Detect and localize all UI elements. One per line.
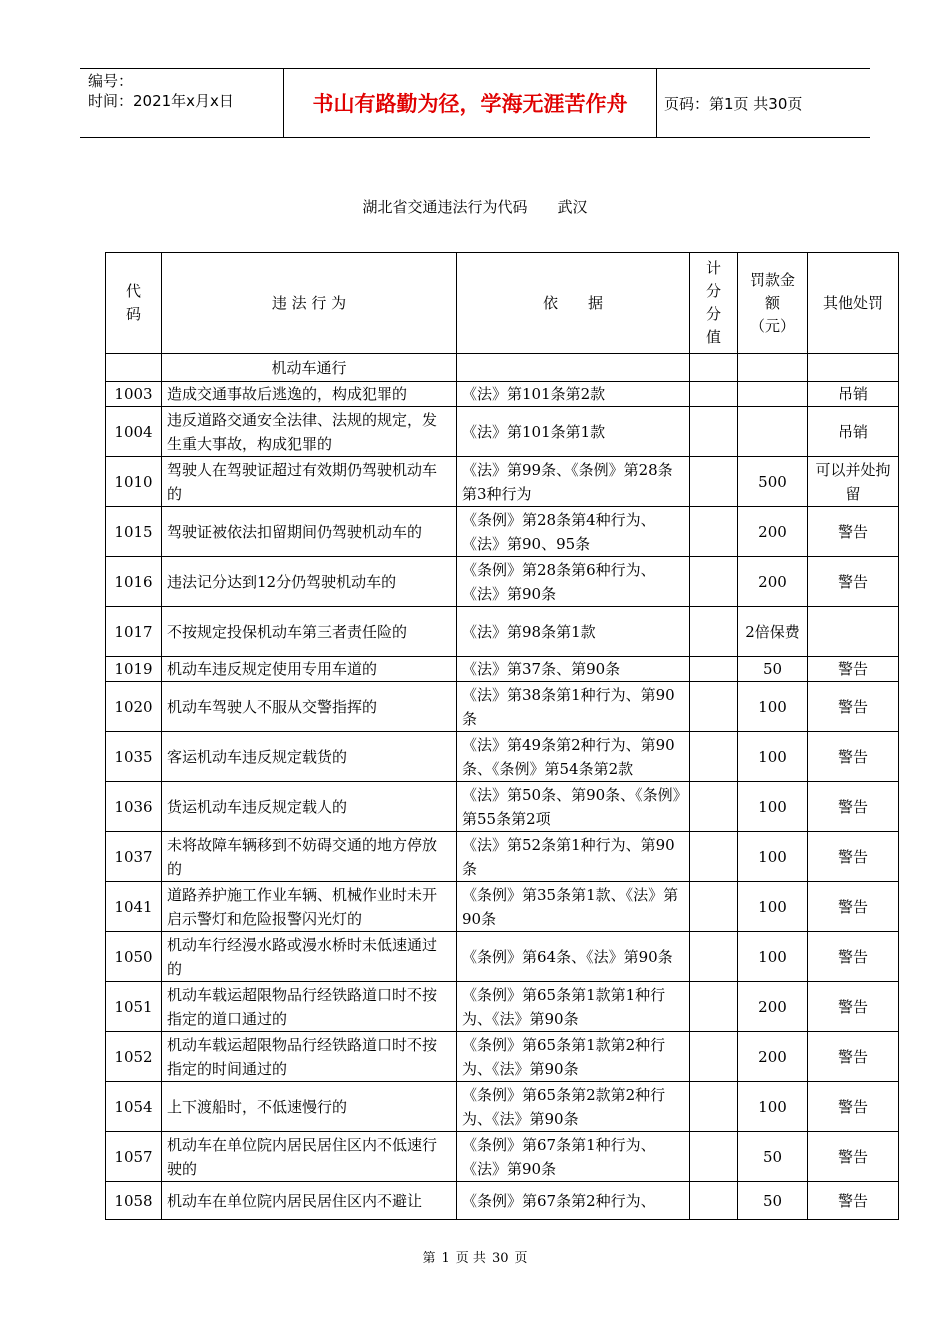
cell-code: 1058 bbox=[106, 1182, 162, 1220]
cell-basis: 《条例》第65条第1款第2种行为、《法》第90条 bbox=[457, 1032, 690, 1082]
cell-fine: 50 bbox=[738, 1182, 808, 1220]
header-fine bbox=[738, 253, 808, 354]
cell-fine: 2倍保费 bbox=[738, 607, 808, 657]
cell-code: 1050 bbox=[106, 932, 162, 982]
header-points-line: 值 bbox=[705, 328, 721, 346]
cell-behavior: 机动车违反规定使用专用车道的 bbox=[162, 657, 457, 682]
cell-code: 1016 bbox=[106, 557, 162, 607]
cell-fine: 200 bbox=[738, 507, 808, 557]
header-other: 其他处罚 bbox=[808, 253, 899, 354]
cell-other: 警告 bbox=[808, 932, 899, 982]
cell-code: 1035 bbox=[106, 732, 162, 782]
cell-basis: 《法》第101条第2款 bbox=[457, 382, 690, 407]
table-row bbox=[106, 457, 899, 507]
cell-other: 警告 bbox=[808, 782, 899, 832]
cell-code: 1004 bbox=[106, 407, 162, 457]
cell-fine: 200 bbox=[738, 557, 808, 607]
table-row bbox=[106, 507, 899, 557]
cell-other: 警告 bbox=[808, 882, 899, 932]
cell-code: 1015 bbox=[106, 507, 162, 557]
header-meta bbox=[80, 69, 283, 137]
cell-fine: 200 bbox=[738, 982, 808, 1032]
table-row bbox=[106, 832, 899, 882]
header-behavior: 违 法 行 为 bbox=[162, 253, 457, 354]
table-row bbox=[106, 1132, 899, 1182]
cell-fine bbox=[738, 382, 808, 407]
cell-behavior: 违法记分达到12分仍驾驶机动车的 bbox=[162, 557, 457, 607]
table-row bbox=[106, 557, 899, 607]
cell-other: 警告 bbox=[808, 1132, 899, 1182]
cell-fine: 100 bbox=[738, 882, 808, 932]
cell-code: 1020 bbox=[106, 682, 162, 732]
cell-fine: 100 bbox=[738, 732, 808, 782]
cell-other: 警告 bbox=[808, 1082, 899, 1132]
header-fine-line: （元） bbox=[749, 316, 795, 335]
cell-points bbox=[690, 1132, 738, 1182]
cell-other: 吊销 bbox=[808, 382, 899, 407]
header-fine-line: 额 bbox=[764, 293, 780, 312]
footer-post: 页 bbox=[514, 1251, 528, 1266]
cell-other: 可以并处拘留 bbox=[808, 457, 899, 507]
cell-basis: 《条例》第28条第4种行为、《法》第90、95条 bbox=[457, 507, 690, 557]
cell-behavior: 驾驶人在驾驶证超过有效期仍驾驶机动车的 bbox=[162, 457, 457, 507]
cell-fine: 100 bbox=[738, 932, 808, 982]
table-row bbox=[106, 382, 899, 407]
table-row bbox=[106, 932, 899, 982]
cell-basis: 《条例》第64条、《法》第90条 bbox=[457, 932, 690, 982]
cell-other: 警告 bbox=[808, 682, 899, 732]
cell-code: 1041 bbox=[106, 882, 162, 932]
header-code-line: 码 bbox=[125, 305, 141, 323]
cell-basis: 《法》第50条、第90条、《条例》第55条第2项 bbox=[457, 782, 690, 832]
cell-basis: 《法》第38条第1种行为、第90条 bbox=[457, 682, 690, 732]
cell-basis: 《条例》第65条第2款第2种行为、《法》第90条 bbox=[457, 1082, 690, 1132]
cell-points bbox=[690, 682, 738, 732]
cell-fine: 100 bbox=[738, 782, 808, 832]
table-row bbox=[106, 407, 899, 457]
cell-fine: 100 bbox=[738, 682, 808, 732]
cell-points bbox=[690, 407, 738, 457]
cell-fine: 200 bbox=[738, 1032, 808, 1082]
doc-number-label: 编号： bbox=[88, 72, 134, 90]
cell-points bbox=[690, 932, 738, 982]
doc-time-label: 时间：2021年x月x日 bbox=[88, 92, 234, 110]
table-row bbox=[106, 607, 899, 657]
cell-behavior: 机动车在单位院内居民居住区内不避让 bbox=[162, 1182, 457, 1220]
cell-points bbox=[690, 1032, 738, 1082]
header-code bbox=[106, 253, 162, 354]
cell-basis: 《法》第52条第1种行为、第90条 bbox=[457, 832, 690, 882]
cell-basis: 《法》第49条第2种行为、第90条、《条例》第54条第2款 bbox=[457, 732, 690, 782]
cell-other: 警告 bbox=[808, 982, 899, 1032]
table-row bbox=[106, 732, 899, 782]
header-fine-line: 罚款金 bbox=[749, 270, 795, 289]
cell-basis: 《法》第101条第1款 bbox=[457, 407, 690, 457]
header-motto: 书山有路勤为径，学海无涯苦作舟 bbox=[283, 69, 657, 137]
cell-points bbox=[690, 832, 738, 882]
violation-code-table bbox=[105, 252, 899, 1220]
cell-points bbox=[690, 1082, 738, 1132]
table-row bbox=[106, 882, 899, 932]
table-row bbox=[106, 1032, 899, 1082]
section-row bbox=[106, 354, 899, 382]
cell-basis: 《条例》第28条第6种行为、《法》第90条 bbox=[457, 557, 690, 607]
cell-behavior: 机动车在单位院内居民居住区内不低速行驶的 bbox=[162, 1132, 457, 1182]
cell-other: 吊销 bbox=[808, 407, 899, 457]
footer-page: 1 bbox=[441, 1251, 450, 1266]
cell-basis: 《法》第99条、《条例》第28条第3种行为 bbox=[457, 457, 690, 507]
table-row bbox=[106, 1182, 899, 1220]
table-row bbox=[106, 782, 899, 832]
cell-other: 警告 bbox=[808, 1182, 899, 1220]
table-row bbox=[106, 1082, 899, 1132]
cell-fine: 500 bbox=[738, 457, 808, 507]
cell-points bbox=[690, 882, 738, 932]
cell-fine: 50 bbox=[738, 657, 808, 682]
cell-other: 警告 bbox=[808, 832, 899, 882]
cell-code: 1051 bbox=[106, 982, 162, 1032]
cell-code: 1010 bbox=[106, 457, 162, 507]
cell-code: 1019 bbox=[106, 657, 162, 682]
cell-other bbox=[808, 607, 899, 657]
cell-points bbox=[690, 507, 738, 557]
cell-other: 警告 bbox=[808, 557, 899, 607]
cell-behavior: 造成交通事故后逃逸的，构成犯罪的 bbox=[162, 382, 457, 407]
cell-behavior: 客运机动车违反规定载货的 bbox=[162, 732, 457, 782]
cell-other: 警告 bbox=[808, 657, 899, 682]
header-points-line: 分 bbox=[705, 305, 721, 323]
cell-fine bbox=[738, 407, 808, 457]
table-row bbox=[106, 682, 899, 732]
cell-behavior: 机动车驾驶人不服从交警指挥的 bbox=[162, 682, 457, 732]
cell-behavior: 机动车载运超限物品行经铁路道口时不按指定的道口通过的 bbox=[162, 982, 457, 1032]
page-footer bbox=[0, 1247, 950, 1266]
cell-basis: 《条例》第67条第1种行为、《法》第90条 bbox=[457, 1132, 690, 1182]
cell-fine: 100 bbox=[738, 1082, 808, 1132]
cell-code: 1003 bbox=[106, 382, 162, 407]
cell-behavior: 货运机动车违反规定载人的 bbox=[162, 782, 457, 832]
title-main: 湖北省交通违法行为代码 bbox=[362, 198, 528, 216]
cell-points bbox=[690, 557, 738, 607]
cell-code: 1037 bbox=[106, 832, 162, 882]
cell-points bbox=[690, 1182, 738, 1220]
cell-other: 警告 bbox=[808, 1032, 899, 1082]
table-row bbox=[106, 657, 899, 682]
cell-points bbox=[690, 657, 738, 682]
cell-code: 1057 bbox=[106, 1132, 162, 1182]
page-header bbox=[80, 68, 870, 138]
cell-fine: 100 bbox=[738, 832, 808, 882]
cell-points bbox=[690, 457, 738, 507]
cell-points bbox=[690, 382, 738, 407]
cell-basis: 《条例》第65条第1款第1种行为、《法》第90条 bbox=[457, 982, 690, 1032]
table-header-row bbox=[106, 253, 899, 354]
cell-behavior: 违反道路交通安全法律、法规的规定，发生重大事故，构成犯罪的 bbox=[162, 407, 457, 457]
section-label: 机动车通行 bbox=[162, 354, 457, 382]
cell-basis: 《法》第98条第1款 bbox=[457, 607, 690, 657]
title-city: 武汉 bbox=[557, 198, 588, 216]
cell-code: 1017 bbox=[106, 607, 162, 657]
footer-mid: 页 共 bbox=[455, 1251, 486, 1266]
header-page-label: 页码：第1页 共30页 bbox=[664, 94, 803, 113]
header-points-line: 分 bbox=[705, 282, 721, 300]
cell-behavior: 上下渡船时，不低速慢行的 bbox=[162, 1082, 457, 1132]
cell-other: 警告 bbox=[808, 507, 899, 557]
cell-behavior: 驾驶证被依法扣留期间仍驾驶机动车的 bbox=[162, 507, 457, 557]
cell-behavior: 未将故障车辆移到不妨碍交通的地方停放的 bbox=[162, 832, 457, 882]
cell-behavior: 道路养护施工作业车辆、机械作业时未开启示警灯和危险报警闪光灯的 bbox=[162, 882, 457, 932]
cell-fine: 50 bbox=[738, 1132, 808, 1182]
cell-code: 1054 bbox=[106, 1082, 162, 1132]
cell-points bbox=[690, 982, 738, 1032]
table-row bbox=[106, 982, 899, 1032]
header-points-line: 计 bbox=[705, 259, 721, 277]
cell-points bbox=[690, 607, 738, 657]
cell-other: 警告 bbox=[808, 732, 899, 782]
cell-points bbox=[690, 782, 738, 832]
cell-code: 1052 bbox=[106, 1032, 162, 1082]
header-code-line: 代 bbox=[125, 282, 141, 300]
cell-behavior: 机动车载运超限物品行经铁路道口时不按指定的时间通过的 bbox=[162, 1032, 457, 1082]
footer-pre: 第 bbox=[422, 1251, 436, 1266]
header-basis: 依 据 bbox=[457, 253, 690, 354]
cell-behavior: 机动车行经漫水路或漫水桥时未低速通过的 bbox=[162, 932, 457, 982]
cell-basis: 《法》第37条、第90条 bbox=[457, 657, 690, 682]
cell-basis: 《条例》第67条第2种行为、 bbox=[457, 1182, 690, 1220]
cell-behavior: 不按规定投保机动车第三者责任险的 bbox=[162, 607, 457, 657]
footer-total: 30 bbox=[491, 1251, 509, 1266]
document-title bbox=[0, 196, 950, 217]
cell-basis: 《条例》第35条第1款、《法》第90条 bbox=[457, 882, 690, 932]
cell-points bbox=[690, 732, 738, 782]
cell-code: 1036 bbox=[106, 782, 162, 832]
header-points bbox=[690, 253, 738, 354]
